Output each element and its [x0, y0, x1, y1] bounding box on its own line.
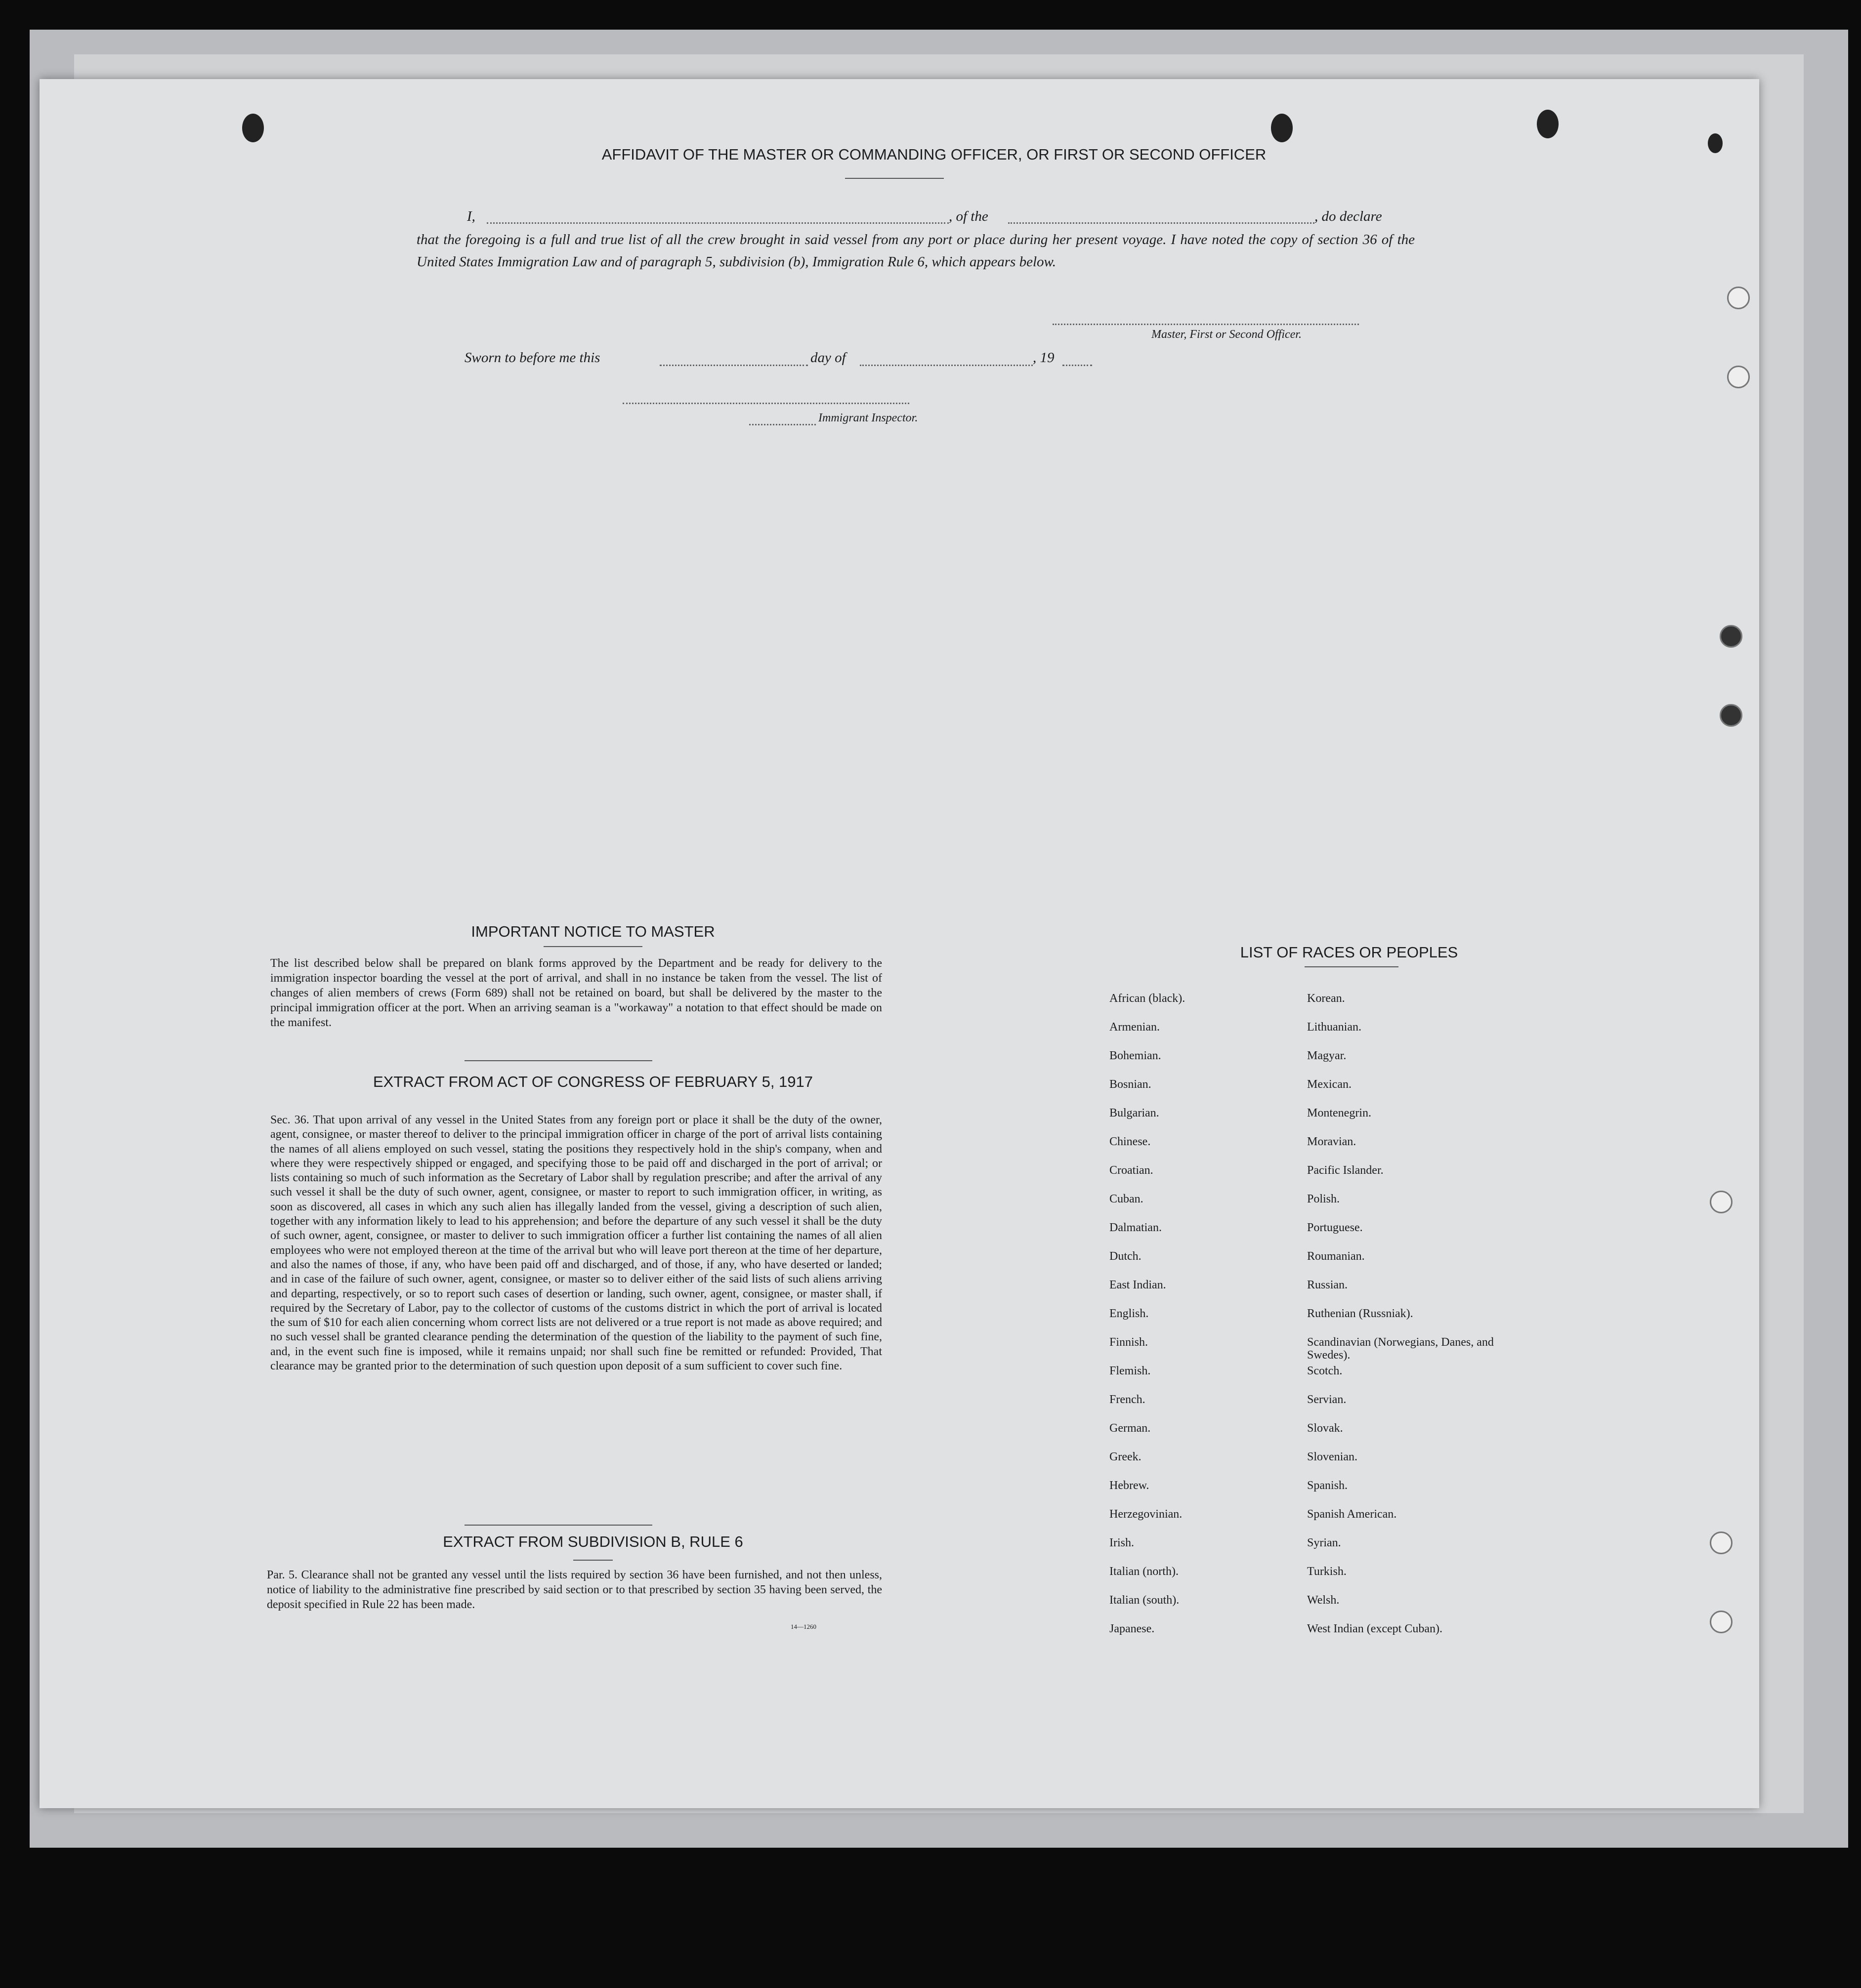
vessel-blank[interactable]: [1008, 222, 1314, 224]
punch-hole: [1537, 110, 1559, 138]
race-item: Korean.: [1307, 992, 1345, 1005]
race-item: Italian (south).: [1109, 1594, 1180, 1607]
affidavit-title: AFFIDAVIT OF THE MASTER OR COMMANDING OFFICER, OR FIRST OR SECOND OFFICER: [601, 146, 1267, 163]
race-item: Chinese.: [1109, 1135, 1151, 1148]
race-item: Lithuanian.: [1307, 1021, 1361, 1034]
race-item: English.: [1109, 1307, 1149, 1320]
races-right-column: [1307, 992, 1495, 1651]
race-item: Spanish American.: [1307, 1508, 1397, 1521]
affidavit-line-mid: , of the: [949, 208, 988, 224]
sworn-start: Sworn to before me this: [465, 350, 600, 366]
race-item: Irish.: [1109, 1536, 1134, 1549]
day-blank[interactable]: [660, 365, 808, 366]
race-item: Russian.: [1307, 1279, 1348, 1291]
month-blank[interactable]: [860, 365, 1033, 366]
binder-ring-hole: [1720, 704, 1742, 727]
race-item: Bohemian.: [1109, 1049, 1161, 1062]
race-item: Croatian.: [1109, 1164, 1153, 1177]
binder-ring-hole: [1710, 1191, 1733, 1213]
divider: [845, 178, 944, 179]
race-item: French.: [1109, 1393, 1145, 1406]
race-item: Slovak.: [1307, 1422, 1343, 1435]
race-item: Syrian.: [1307, 1536, 1341, 1549]
binder-ring-hole: [1727, 366, 1750, 388]
divider: [465, 1060, 652, 1061]
races-left-column: [1109, 992, 1287, 1651]
race-item: Pacific Islander.: [1307, 1164, 1384, 1177]
race-item: Ruthenian (Russniak).: [1307, 1307, 1413, 1320]
notice-text: The list described below shall be prepared on blank forms approved by the Department and be ready for delivery to the immigration inspector boarding the vessel at the port of arrival, and shall in no instance be taken from the vessel. The list of changes of alien members of crews (Form 689) shall not be retained on board, but shall be delivered by the master to the principal immigration officer at the port. When an arriving seaman is a "workaway" a notation to that effect should be made on the manifest.: [270, 957, 882, 1029]
rule-title: EXTRACT FROM SUBDIVISION B, RULE 6: [443, 1533, 743, 1550]
race-item: Greek.: [1109, 1450, 1142, 1463]
race-item: German.: [1109, 1422, 1151, 1435]
year-blank[interactable]: [1062, 365, 1092, 366]
sworn-year: , 19: [1033, 350, 1055, 366]
binder-ring-hole: [1727, 287, 1750, 309]
race-item: Japanese.: [1109, 1622, 1155, 1635]
race-item: Dutch.: [1109, 1250, 1142, 1263]
race-item: Polish.: [1307, 1193, 1340, 1205]
race-item: Armenian.: [1109, 1021, 1160, 1034]
race-item: Herzegovinian.: [1109, 1508, 1183, 1521]
race-item: Cuban.: [1109, 1193, 1143, 1205]
signature-label: Master, First or Second Officer.: [1151, 328, 1302, 341]
race-item: Scandinavian (Norwegians, Danes, and Swedes).: [1307, 1336, 1494, 1362]
punch-hole: [1708, 133, 1723, 153]
affidavit-line-end: , do declare: [1314, 208, 1382, 224]
inspector-blank[interactable]: [623, 403, 909, 404]
divider: [1305, 966, 1398, 967]
act-text: Sec. 36. That upon arrival of any vessel in the United States from any foreign port or place it shall be the duty of the owner, agent, consignee, or master thereof to deliver to the principal immigration officer in charge of the port of arrival lists containing the names of all aliens employed on such vessel, stating the positions they respectively hold in the ship's company, when and where they were respectively shipped or engaged, and specifying those to be paid off and discharged in the port of arrival; or lists containing so much of such information as the Secretary of Labor shall by regulation prescribe; and after the arrival of any such vessel it shall be the duty of such owner, agent, consignee, or master to report to such immigration officer, in writing, as soon as discovered, all cases in which any such alien has illegally landed from the vessel, giving a description of such alien, together with any information likely to lead to his apprehension; and before the departure of any such vessel it shall be the duty of such owner, agent, consignee, or master to deliver to such immigration officer a further list containing the names of all alien employees who were not employed thereon at the time of the arrival but who will leave port thereon at the time of her departure, and also the names of those, if any, who have been paid off and discharged, and of those, if any, who have deserted or landed; and in case of the failure of such owner, agent, consignee, or master so to deliver either of the said lists of such aliens arriving and departing, respectively, or so to report such cases of desertion or landing, such owner, agent, consignee, or master shall, if required by the Secretary of Labor, pay to the collector of customs of the customs district in which the port of arrival is located the sum of $10 for each alien concerning whom correct lists are not delivered or a true report is not made as above required; and no such vessel shall be granted clearance pending the determination of the question of the liability to the payment of such fine, and, in the event such fine is imposed, while it remains unpaid; nor shall such fine be remitted or refunded: Provided, That clearance may be granted prior to the determination of such question upon deposit of a sum sufficient to cover such fine.: [270, 1114, 882, 1373]
race-item: Portuguese.: [1307, 1221, 1363, 1234]
race-item: Scotch.: [1307, 1365, 1343, 1377]
form-page: [40, 79, 1759, 1808]
race-item: Turkish.: [1307, 1565, 1347, 1578]
act-title: EXTRACT FROM ACT OF CONGRESS OF FEBRUARY 5, 1917: [373, 1073, 813, 1090]
race-item: Slovenian.: [1307, 1450, 1357, 1463]
notice-title: IMPORTANT NOTICE TO MASTER: [471, 923, 715, 940]
punch-hole: [1271, 114, 1293, 142]
race-item: Hebrew.: [1109, 1479, 1149, 1492]
rule-text: Par. 5. Clearance shall not be granted any vessel until the lists required by section 36 have been furnished, and not then unless, notice of liability to the administrative fine prescribed by said section or to that prescribed by section 35 having been served, the deposit specified in Rule 22 has been made.: [267, 1569, 882, 1611]
race-item: Finnish.: [1109, 1336, 1148, 1349]
divider: [465, 1525, 652, 1526]
form-number: 14—1260: [791, 1623, 816, 1630]
divider: [573, 1560, 613, 1561]
punch-hole: [242, 114, 264, 142]
race-item: Bulgarian.: [1109, 1107, 1159, 1119]
race-item: East Indian.: [1109, 1279, 1166, 1291]
race-item: West Indian (except Cuban).: [1307, 1622, 1442, 1635]
sworn-day: day of: [810, 350, 846, 366]
binder-ring-hole: [1710, 1611, 1733, 1633]
inspector-lead: [749, 424, 816, 425]
name-blank[interactable]: [487, 222, 949, 224]
race-item: Moravian.: [1307, 1135, 1356, 1148]
race-item: Montenegrin.: [1307, 1107, 1371, 1119]
binder-ring-hole: [1710, 1532, 1733, 1554]
race-item: Servian.: [1307, 1393, 1347, 1406]
inspector-label: Immigrant Inspector.: [818, 412, 918, 424]
binder-ring-hole: [1720, 625, 1742, 648]
divider: [544, 946, 642, 947]
race-item: Roumanian.: [1307, 1250, 1365, 1263]
race-item: Welsh.: [1307, 1594, 1340, 1607]
affidavit-paragraph: that the foregoing is a full and true list of all the crew brought in said vessel from any port or place during her present voyage. I have noted the copy of section 36 of the United States Immigration Law and of paragraph 5, subdivision (b), Immigration Rule 6, which appears below.: [417, 232, 1415, 270]
races-title: LIST OF RACES OR PEOPLES: [1240, 944, 1458, 961]
affidavit-line-start: I,: [467, 208, 475, 224]
race-item: Italian (north).: [1109, 1565, 1179, 1578]
race-item: African (black).: [1109, 992, 1185, 1005]
race-item: Dalmatian.: [1109, 1221, 1162, 1234]
race-item: Magyar.: [1307, 1049, 1347, 1062]
race-item: Flemish.: [1109, 1365, 1151, 1377]
signature-blank[interactable]: [1053, 324, 1359, 325]
race-item: Spanish.: [1307, 1479, 1348, 1492]
race-item: Bosnian.: [1109, 1078, 1151, 1091]
race-item: Mexican.: [1307, 1078, 1352, 1091]
